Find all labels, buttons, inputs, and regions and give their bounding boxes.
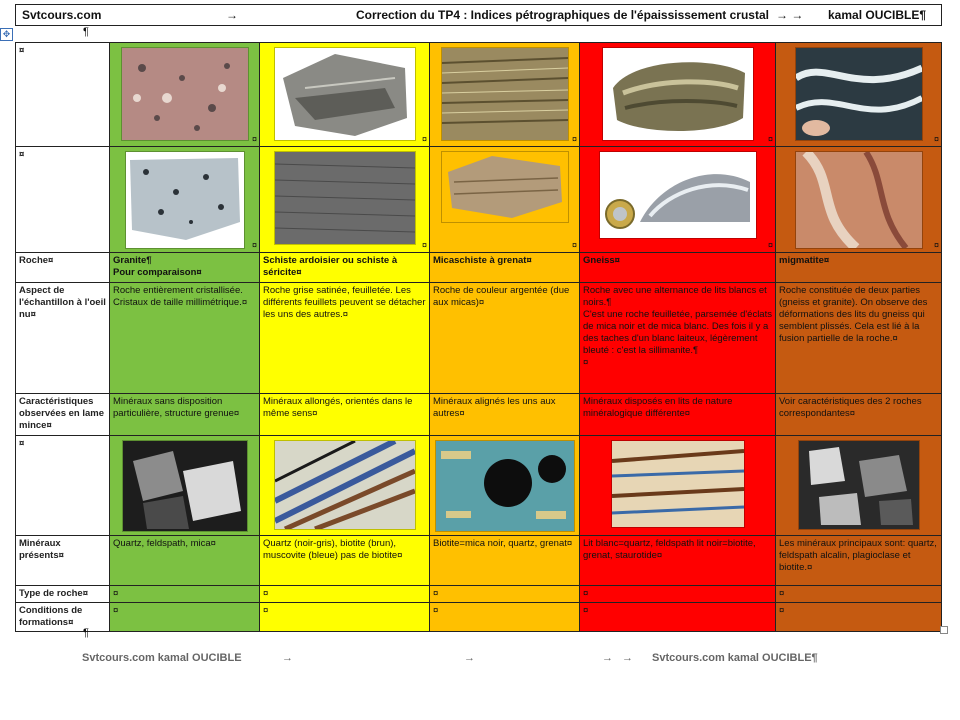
granite-sample-image [121,47,249,141]
micaschiste-type: ¤ [430,586,580,603]
gneiss-mineraux: Lit blanc=quartz, feldspath lit noir=biotite, grenat, staurotide¤ [580,536,776,586]
row-label-mineraux: Minéraux présents¤ [16,536,110,586]
gneiss-photo-cell: ¤ [580,43,776,147]
granite-lame: Minéraux sans disposition particulière, structure grenue¤ [110,394,260,436]
granite-name: Granite¶ Pour comparaison¤ [110,253,260,283]
row-label-conditions: Conditions de formations¤ [16,603,110,632]
schiste-mineraux: Quartz (noir-gris), biotite (brun), muscovite (bleue) pas de biotite¤ [260,536,430,586]
gneiss-conditions: ¤ [580,603,776,632]
migmatite-type: ¤ [776,586,942,603]
schiste-photo2-cell: ¤ [260,147,430,253]
paragraph-mark: ¶ [83,26,89,38]
gneiss-type: ¤ [580,586,776,603]
granite-type: ¤ [110,586,260,603]
schiste-lame: Minéraux allongés, orientés dans le même sens¤ [260,394,430,436]
table-row [16,147,942,253]
gneiss-thin-section-image [611,440,745,528]
table-row [16,43,942,147]
author-name: kamal OUCIBLE¶ [828,8,927,22]
schiste-conditions: ¤ [260,603,430,632]
migmatite-sample2-image [795,151,923,249]
migmatite-mineraux: Les minéraux principaux sont: quartz, feldspath alcalin, plagioclase et biotite.¤ [776,536,942,586]
micaschiste-thin-section-cell [430,436,580,536]
granite-aspect: Roche entièrement cristallisée. Cristaux de taille millimétrique.¤ [110,283,260,394]
granite-photo2-cell: ¤ [110,147,260,253]
footer-arrow: → [282,652,293,664]
micaschiste-name: Micaschiste à grenat¤ [430,253,580,283]
migmatite-thin-section-image [798,440,920,530]
footer-arrow: → [622,652,633,664]
micaschiste-lame: Minéraux alignés les uns aux autres¤ [430,394,580,436]
gneiss-photo2-cell: ¤ [580,147,776,253]
schiste-name: Schiste ardoisier ou schiste à séricite¤ [260,253,430,283]
table-row [16,283,942,394]
site-name: Svtcours.com [22,8,102,22]
micaschiste-photo2-cell: ¤ [430,147,580,253]
table-row [16,394,942,436]
schiste-sample2-image [274,151,416,245]
granite-photo-cell: ¤ [110,43,260,147]
paragraph-mark: ¶ [83,627,89,639]
migmatite-aspect: Roche constituée de deux parties (gneiss et granite). On observe des déformations des lits du gneiss qui semblent plissés. Cela est lié à la fusion partielle de la roche.¤ [776,283,942,394]
gneiss-sample-image [602,47,754,141]
row-label-aspect: Aspect de l'échantillon à l'oeil nu¤ [16,283,110,394]
granite-thin-section-cell [110,436,260,536]
tab-arrows: → → [776,8,804,22]
tab-arrow: → [226,8,238,22]
page-header [15,4,942,26]
migmatite-lame: Voir caractéristiques des 2 roches correspondantes¤ [776,394,942,436]
row-label-lame-mince: Caractéristiques observées en lame mince¤ [16,394,110,436]
table-move-handle-icon[interactable]: ✥ [0,28,13,41]
migmatite-conditions: ¤ [776,603,942,632]
row-label-photo: ¤ [16,147,110,253]
rock-comparison-table [15,42,942,632]
row-label-photo: ¤ [16,436,110,536]
granite-thin-section-image [122,440,248,532]
document-title: Correction du TP4 : Indices pétrographiques de l'épaississement crustal [356,8,769,22]
schiste-thin-section-image [274,440,416,530]
micaschiste-aspect: Roche de couleur argentée (due aux micas)¤ [430,283,580,394]
micaschiste-mineraux: Biotite=mica noir, quartz, grenat¤ [430,536,580,586]
table-row [16,253,942,283]
row-label-photo: ¤ [16,43,110,147]
footer-arrow: → [464,652,475,664]
table-row [16,436,942,536]
migmatite-name: migmatite¤ [776,253,942,283]
gneiss-lame: Minéraux disposés en lits de nature minéralogique différente¤ [580,394,776,436]
table-row [16,536,942,586]
table-resize-handle[interactable] [940,626,948,634]
schiste-thin-section-cell [260,436,430,536]
table-row [16,586,942,603]
micaschiste-sample-image [441,47,569,141]
footer-right: Svtcours.com kamal OUCIBLE¶ [652,652,818,664]
schiste-photo-cell: ¤ [260,43,430,147]
gneiss-name: Gneiss¤ [580,253,776,283]
gneiss-sample2-image [599,151,757,239]
micaschiste-conditions: ¤ [430,603,580,632]
migmatite-thin-section-cell [776,436,942,536]
footer-arrow: → [602,652,613,664]
migmatite-photo-cell: ¤ [776,43,942,147]
granite-sample2-image [125,151,245,249]
schiste-sample-image [274,47,416,141]
schiste-aspect: Roche grise satinée, feuilletée. Les différents feuillets peuvent se détacher les uns des autres.¤ [260,283,430,394]
schiste-type: ¤ [260,586,430,603]
gneiss-thin-section-cell [580,436,776,536]
migmatite-sample-image [795,47,923,141]
granite-conditions: ¤ [110,603,260,632]
micaschiste-sample2-image [441,151,569,223]
granite-mineraux: Quartz, feldspath, mica¤ [110,536,260,586]
footer-left: Svtcours.com kamal OUCIBLE [82,652,242,664]
micaschiste-photo-cell: ¤ [430,43,580,147]
table-row [16,603,942,632]
row-label-roche: Roche¤ [16,253,110,283]
row-label-type: Type de roche¤ [16,586,110,603]
gneiss-aspect: Roche avec une alternance de lits blancs et noirs.¶ C'est une roche feuilletée, parsemée d'éclats de mica noir et de mica blanc. Des fois il y a des taches d'un blanc laiteux, légèrement bleuté : c'est la sillimanite.¶ ¤ [580,283,776,394]
migmatite-photo2-cell: ¤ [776,147,942,253]
micaschiste-thin-section-image [435,440,575,532]
